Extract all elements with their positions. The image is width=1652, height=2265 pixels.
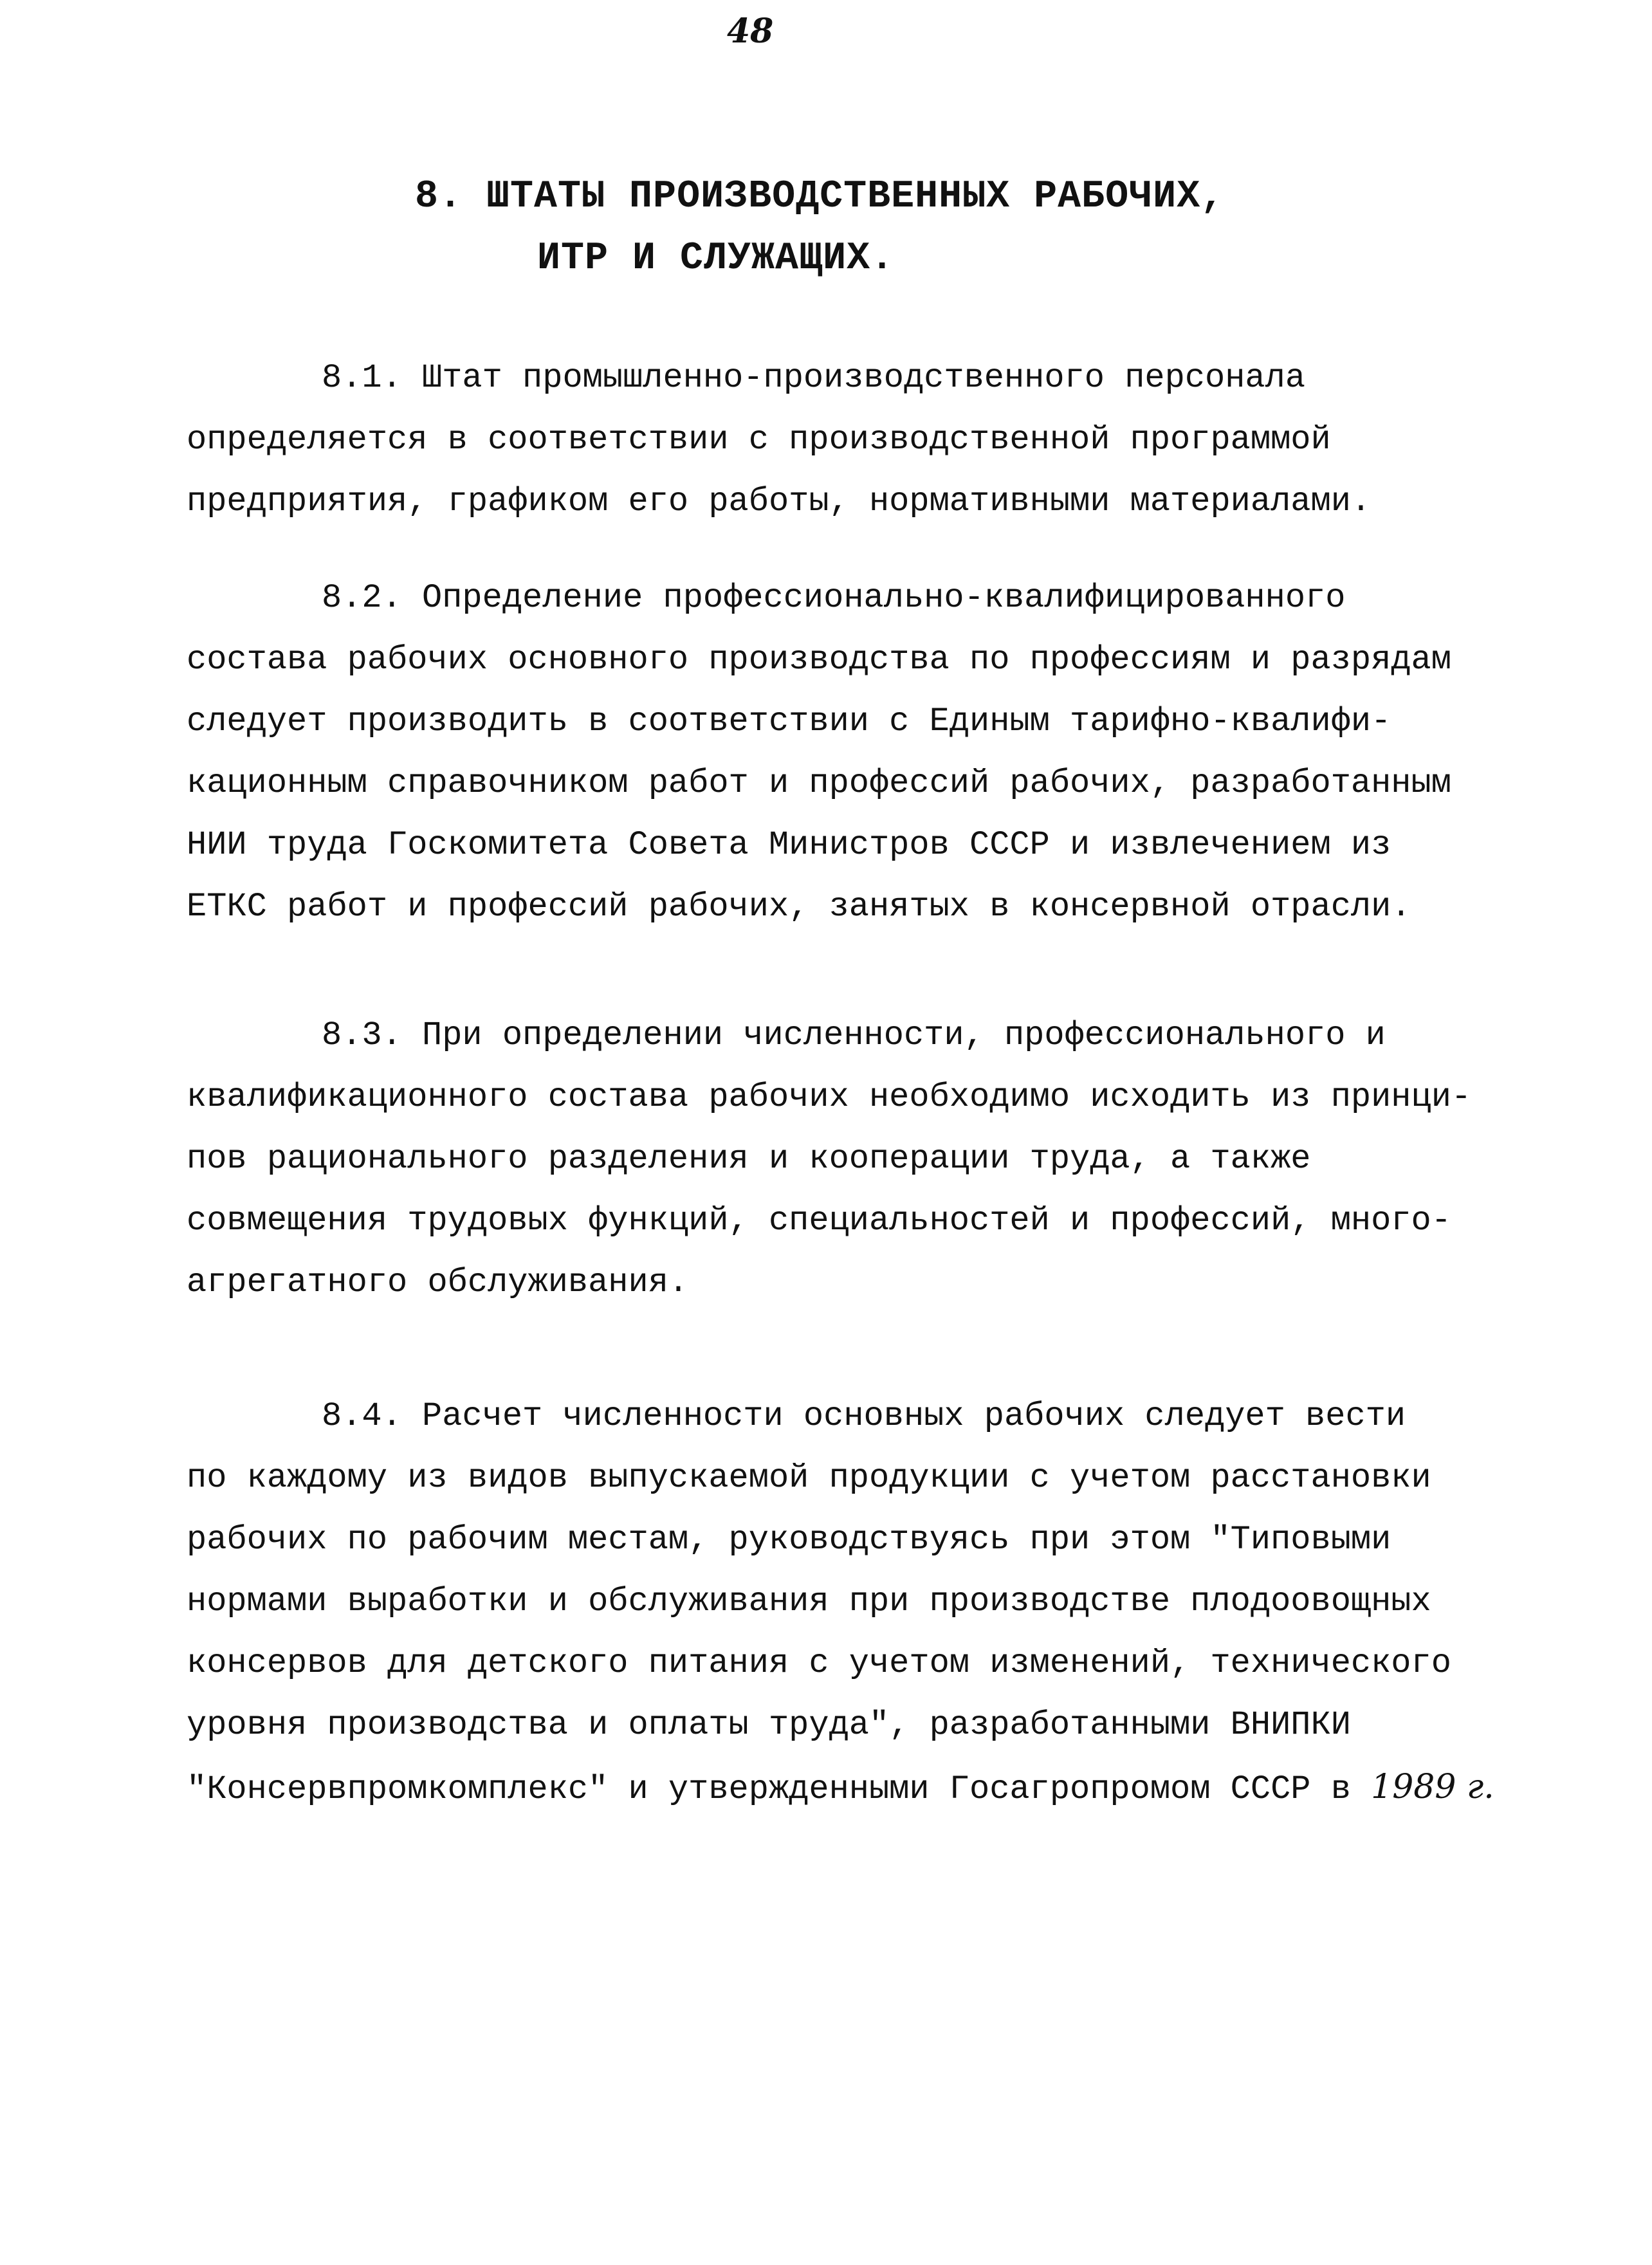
paragraph-line: 8.3. При определении численности, профессионального и bbox=[322, 1016, 1386, 1054]
paragraph-line-text: "Консервпромкомплекс" и утвержденными Госагропромом СССР в bbox=[187, 1770, 1351, 1808]
paragraph-line: пов рационального разделения и кооперации труда, а также bbox=[187, 1140, 1311, 1178]
section-heading-line-2: ИТР И СЛУЖАЩИХ. bbox=[537, 237, 895, 280]
paragraph-line: предприятия, графиком его работы, нормативными материалами. bbox=[187, 482, 1372, 520]
paragraph-line: консервов для детского питания с учетом изменений, технического bbox=[187, 1644, 1451, 1682]
paragraph-line: определяется в соответствии с производственной программой bbox=[187, 421, 1331, 459]
paragraph-line: кационным справочником работ и профессий рабочих, разработанным bbox=[187, 764, 1451, 802]
paragraph-line: по каждому из видов выпускаемой продукции с учетом расстановки bbox=[187, 1459, 1431, 1497]
handwritten-year: 1989 г. bbox=[1371, 1768, 1494, 1806]
paragraph-line: состава рабочих основного производства по профессиям и разрядам bbox=[187, 641, 1451, 679]
paragraph-line: уровня производства и оплаты труда", разработанными ВНИПКИ bbox=[187, 1706, 1351, 1744]
paragraph-line: агрегатного обслуживания. bbox=[187, 1263, 689, 1301]
paragraph-line: НИИ труда Госкомитета Совета Министров СССР и извлечением из bbox=[187, 826, 1391, 864]
paragraph-line: 8.4. Расчет численности основных рабочих следует вести bbox=[322, 1397, 1406, 1435]
paragraph-line: 8.1. Штат промышленно-производственного персонала bbox=[322, 359, 1306, 397]
paragraph-line: совмещения трудовых функций, специальностей и профессий, много- bbox=[187, 1202, 1451, 1240]
paragraph-line: рабочих по рабочим местам, руководствуясь при этом "Типовыми bbox=[187, 1521, 1391, 1559]
paragraph-line: 8.2. Определение профессионально-квалифицированного bbox=[322, 579, 1346, 617]
section-heading-line-1: 8. ШТАТЫ ПРОИЗВОДСТВЕННЫХ РАБОЧИХ, bbox=[415, 175, 1225, 219]
paragraph-line: квалификационного состава рабочих необходимо исходить из принци- bbox=[187, 1078, 1472, 1116]
paragraph-line: нормами выработки и обслуживания при производстве плодоовощных bbox=[187, 1582, 1431, 1620]
page-number: 48 bbox=[727, 12, 774, 51]
paragraph-line: следует производить в соответствии с Единым тарифно-квалифи- bbox=[187, 702, 1391, 740]
paragraph-line-last bbox=[187, 1770, 1494, 1806]
paragraph-line: ЕТКС работ и профессий рабочих, занятых в консервной отрасли. bbox=[187, 888, 1411, 926]
